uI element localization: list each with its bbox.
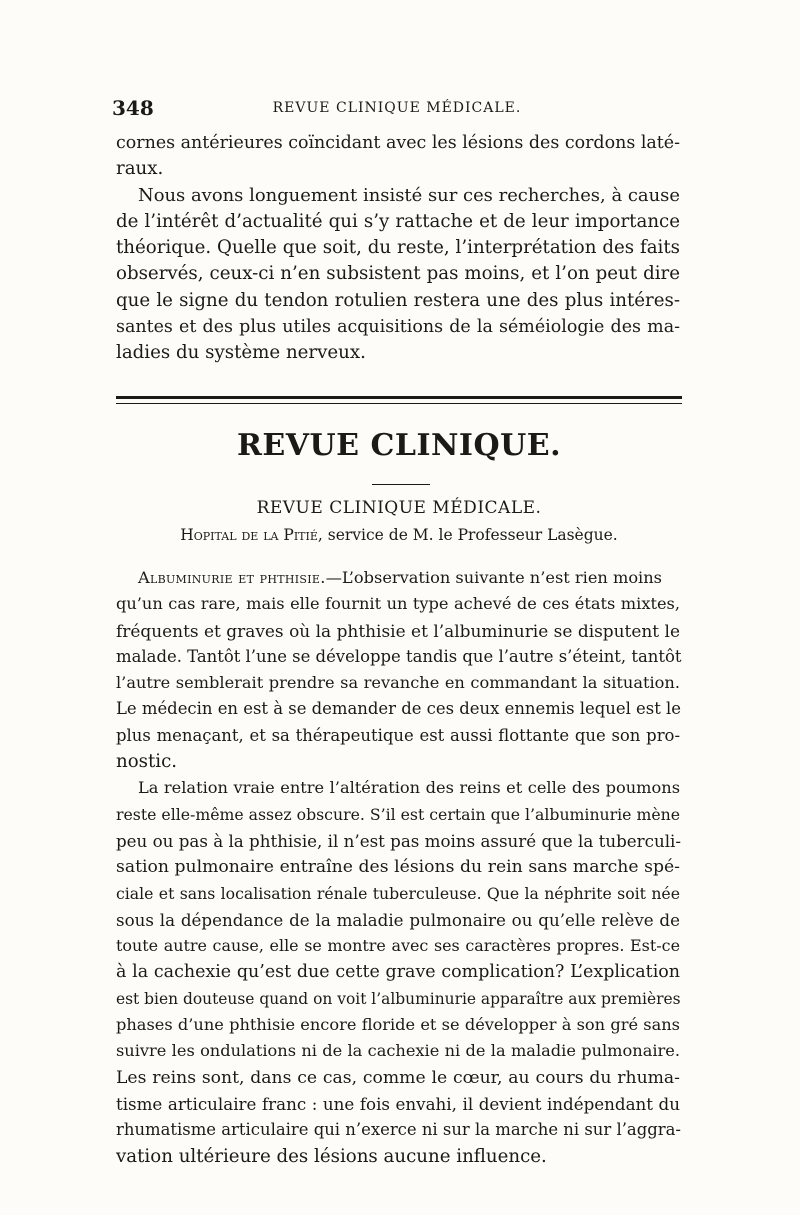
intro-line: théorique. Quelle que soit, du reste, l’interprétation des faits <box>116 237 680 259</box>
article-line: phases d’une phthisie encore floride et se développer à son gré sans <box>116 1015 680 1035</box>
article-line: plus menaçant, et sa thérapeutique est aussi flottante que son pro- <box>116 725 680 745</box>
hospital-service: service de M. le Professeur Lasègue. <box>327 526 618 544</box>
article-line: reste elle-même assez obscure. S’il est certain que l’albuminurie mène <box>116 804 680 824</box>
article-line: toute autre cause, elle se montre avec ses caractères propres. Est-ce <box>116 936 680 956</box>
hospital-line <box>116 526 682 544</box>
article-line: Les reins sont, dans ce cas, comme le cœur, au cours du rhuma- <box>116 1067 680 1088</box>
intro-line: cornes antérieures coïncidant avec les lésions des cordons laté- <box>116 133 681 153</box>
article-heading: Albuminurie et phthisie. <box>138 568 326 587</box>
article-line: l’autre semblerait prendre sa revanche en commandant la situation. <box>116 673 680 693</box>
section-rule-thick <box>116 396 682 399</box>
article-line: nostic. <box>116 751 178 773</box>
running-title: REVUE CLINIQUE MÉDICALE. <box>272 100 522 116</box>
article-line: peu ou pas à la phthisie, il n’est pas moins assuré que la tuberculi- <box>116 830 682 851</box>
page-number: 348 <box>112 96 154 120</box>
intro-line: observés, ceux-ci n’en subsistent pas moins, et l’on peut dire <box>116 263 680 285</box>
article-line: à la cachexie qu’est due cette grave complication? L’explication <box>116 962 680 983</box>
hospital-name: Hopital de la Pitié, <box>180 526 323 544</box>
section-title: REVUE CLINIQUE. <box>236 428 562 463</box>
article-line: ciale et sans localisation rénale tuberculeuse. Que la néphrite soit née <box>116 883 680 903</box>
article-line: vation ultérieure des lésions aucune influence. <box>116 1145 547 1167</box>
article-line: suivre les ondulations ni de la cachexie ni de la maladie pulmonaire. <box>116 1041 680 1061</box>
intro-line: Nous avons longuement insisté sur ces recherches, à cause <box>138 184 680 206</box>
article-lead-text: —L’observation suivante n’est rien moins <box>325 568 662 587</box>
article-line: La relation vraie entre l’altération des reins et celle des poumons <box>138 778 680 798</box>
intro-line: de l’intérêt d’actualité qui s’y rattache et de leur importance <box>116 210 680 232</box>
intro-text <box>116 130 680 367</box>
intro-line: que le signe du tendon rotulien restera une des plus intéres- <box>116 289 680 311</box>
article-line: qu’un cas rare, mais elle fournit un type achevé de ces états mixtes, <box>116 594 680 614</box>
article-line: sous la dépendance de la maladie pulmonaire ou qu’elle relève de <box>116 909 680 930</box>
title-rule <box>372 484 430 485</box>
intro-line: raux. <box>116 158 164 180</box>
article-line: fréquents et graves où la phthisie et l’albuminurie se disputent le <box>116 620 680 641</box>
article-line: est bien douteuse quand on voit l’albuminurie apparaître aux premières <box>116 989 681 1008</box>
subsection-title: REVUE CLINIQUE MÉDICALE. <box>256 498 542 518</box>
article-text <box>116 565 680 1170</box>
article-lead-line <box>116 565 680 591</box>
article-line: sation pulmonaire entraîne des lésions du rein sans marche spé- <box>116 857 680 878</box>
intro-line: ladies du système nerveux. <box>116 342 366 364</box>
article-line: malade. Tantôt l’une se développe tandis que l’autre s’éteint, tantôt <box>116 646 682 666</box>
intro-line: santes et des plus utiles acquisitions de la séméiologie des ma- <box>116 317 680 338</box>
article-line: rhumatisme articulaire qui n’exerce ni sur la marche ni sur l’aggra- <box>116 1120 681 1140</box>
article-line: Le médecin en est à se demander de ces deux ennemis lequel est le <box>116 699 682 719</box>
article-line: tisme articulaire franc : une fois envahi, il devient indépendant du <box>116 1093 680 1114</box>
section-rule-thin <box>116 403 682 404</box>
page-header <box>112 96 682 122</box>
